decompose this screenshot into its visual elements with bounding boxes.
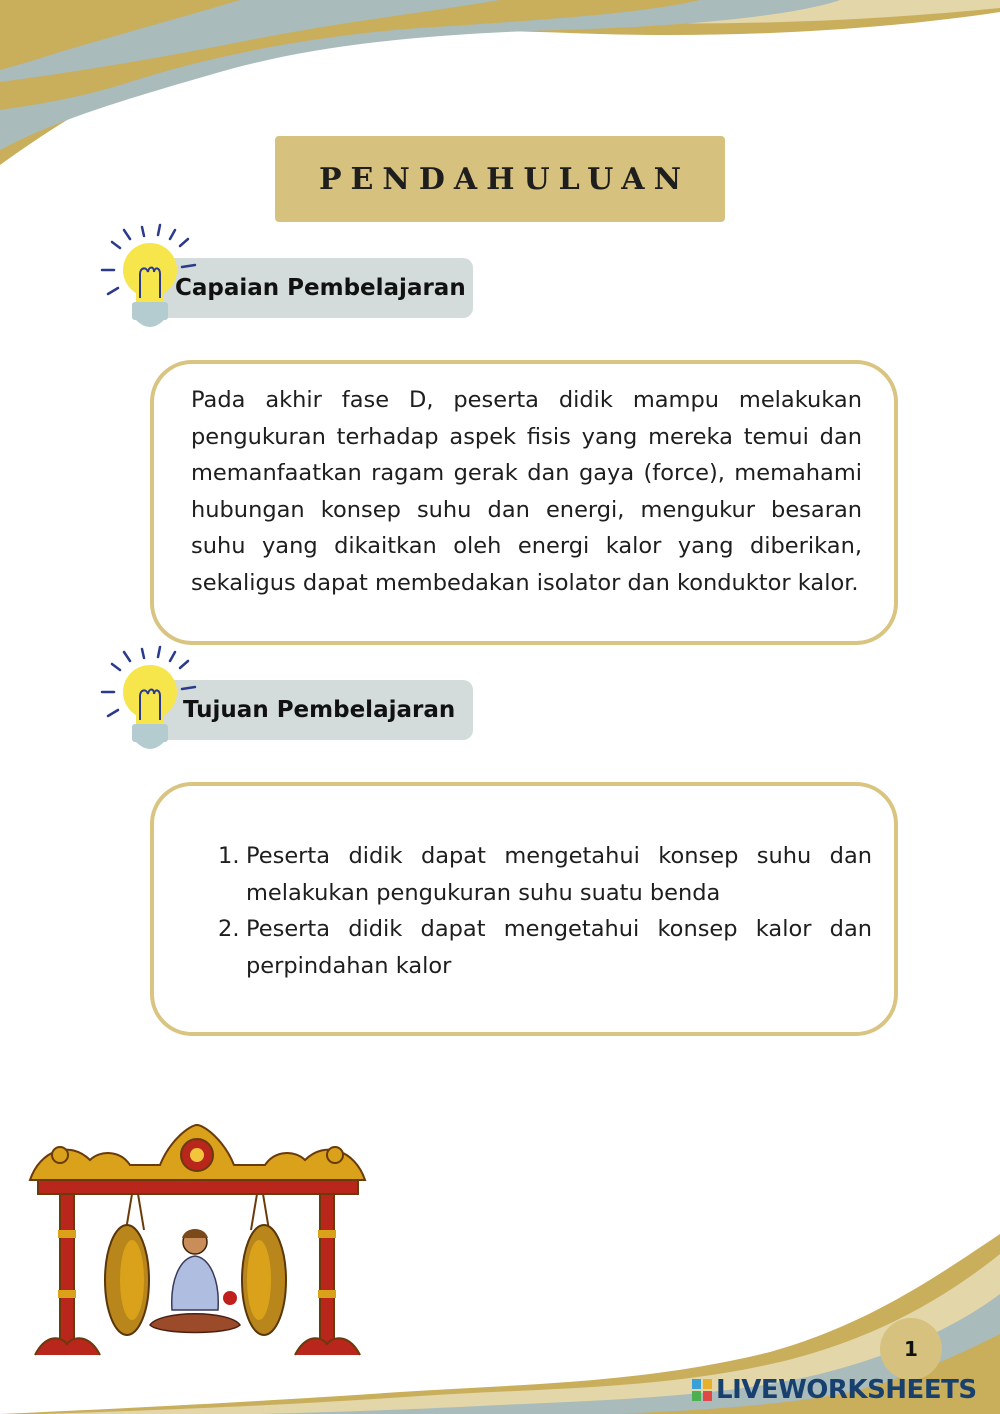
lightbulb-icon	[100, 644, 200, 756]
lightbulb-icon	[100, 222, 200, 334]
gamelan-gong-illustration	[20, 1120, 375, 1370]
capaian-card	[150, 360, 898, 645]
liveworksheets-logo-icon	[692, 1379, 712, 1401]
page-number: 1	[904, 1337, 918, 1361]
page-number-badge	[880, 1318, 942, 1380]
section-header-tujuan	[155, 680, 473, 740]
list-item	[218, 911, 872, 984]
tujuan-card	[150, 782, 898, 1036]
capaian-text: Pada akhir fase D, peserta didik mampu melakukan pengukuran terhadap aspek fisis yang mereka temui dan memanfaatkan ragam gerak dan gaya (force), memahami hubungan konsep suhu dan energi, mengukur besaran suhu yang dikaitkan oleh energi kalor yang diberikan, sekaligus dapat membedakan isolator dan konduktor kalor.	[191, 387, 862, 596]
liveworksheets-badge[interactable]	[692, 1374, 977, 1406]
list-item	[218, 838, 872, 911]
list-item-number: 1.	[218, 843, 240, 869]
liveworksheets-label: LIVEWORKSHEETS	[716, 1375, 977, 1405]
list-item-text: Peserta didik dapat mengetahui konsep kalor dan perpindahan kalor	[246, 916, 872, 979]
page-title: PENDAHULUAN	[318, 161, 691, 197]
list-item-number: 2.	[218, 916, 240, 942]
section-label-capaian: Capaian Pembelajaran	[175, 275, 466, 301]
title-banner	[275, 136, 725, 222]
section-header-capaian	[155, 258, 473, 318]
objective-list	[218, 838, 872, 984]
list-item-text: Peserta didik dapat mengetahui konsep suhu dan melakukan pengukuran suhu suatu benda	[246, 843, 872, 906]
section-label-tujuan: Tujuan Pembelajaran	[183, 697, 456, 723]
